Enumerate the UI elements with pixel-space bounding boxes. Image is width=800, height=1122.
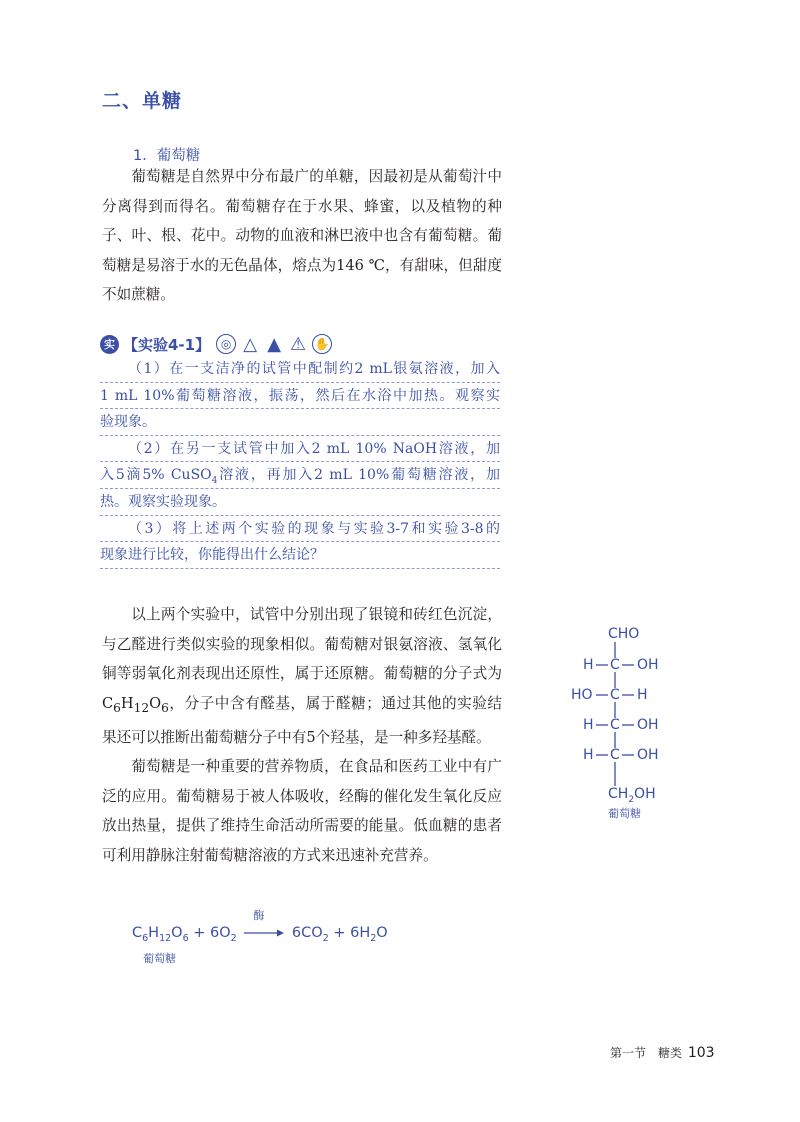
paragraph-reducing-sugar: 以上两个实验中，试管中分别出现了银镜和砖红色沉淀，与乙醛进行类似实验的现象相似。葡萄糖对银氨溶液、氢氧化铜等弱氧化剂表现出还原性，属于还原糖。葡萄糖的分子式为$C_6H_{12}O_6$，分子中含有醛基，属于醛糖；通过其他的实验结果还可以推断出葡萄糖分子中有5个羟基，是一种多羟基醛。	[102, 606, 502, 746]
goggles-icon: ◎	[216, 334, 236, 354]
row1-right: OH	[637, 657, 659, 673]
row2-left: HO	[571, 687, 593, 703]
body-paragraphs	[102, 600, 502, 870]
paragraph-text: 葡萄糖是自然界中分布最广的单糖，因最初是从葡萄汁中分离得到而得名。葡萄糖存在于水果、蜂蜜，以及植物的种子、叶、根、花中。动物的血液和淋巴液中也含有葡萄糖。葡萄糖是易溶于水的无色晶体，熔点为146 ℃，有甜味，但甜度不如蔗糖。	[102, 168, 502, 303]
experiment-icon: 实	[100, 335, 119, 354]
step3-line1: （3）将上述两个实验的现象与实验3-7和实验3-8的	[100, 516, 500, 543]
step1-line1: （1）在一支洁净的试管中配制约2 mL银氨溶液，加入	[100, 356, 500, 383]
row2-right: H	[637, 687, 648, 703]
paragraph-nutrition: 葡萄糖是一种重要的营养物质，在食品和医药工业中有广泛的应用。葡萄糖易于被人体吸收，经酶的催化发生氧化反应放出热量，提供了维持生命活动所需要的能量。低血糖的患者可利用静脉注射葡萄糖溶液的方式来迅速补充营养。	[102, 758, 502, 864]
catalyst-label: 酶	[253, 909, 265, 922]
experiment-header	[100, 331, 332, 357]
hydroxymethyl-group: $CH_2OH$	[608, 786, 656, 805]
safety-icons	[216, 334, 332, 354]
footer-section: 第一节 糖类	[610, 1046, 683, 1060]
page-number: 103	[687, 1045, 715, 1061]
step1-line2: 1 mL 10%葡萄糖溶液，振荡，然后在水浴中加热。观察实	[100, 383, 500, 410]
reaction-arrow	[244, 909, 284, 937]
glucose-structure	[560, 620, 690, 825]
section-title: 二、单糖	[102, 90, 183, 112]
wash-hands-icon: ✋	[312, 334, 332, 354]
flame-icon: ▲	[267, 333, 282, 355]
experiment-steps	[100, 356, 500, 569]
step1-line3: 验现象。	[100, 409, 500, 436]
oxidation-equation: $C_6H_{12}O_6 + 6O_2$ 酶 $6CO_2 + 6H_2O$	[132, 909, 388, 944]
intro-paragraph	[102, 162, 502, 310]
row4-right: OH	[637, 747, 659, 763]
row3-carbon: C	[610, 717, 620, 733]
row3-right: OH	[637, 717, 659, 733]
row2-carbon: C	[610, 687, 620, 703]
row4-left: H	[583, 747, 594, 763]
equation-caption: 葡萄糖	[143, 952, 176, 965]
experiment-title: 【实验4-1】	[123, 335, 211, 354]
row4-carbon: C	[610, 747, 620, 763]
page-footer	[610, 1044, 715, 1061]
aldehyde-group: CHO	[608, 626, 640, 642]
row1-carbon: C	[610, 657, 620, 673]
step2-line2: 入5滴5% CuSO$_4$溶液，再加入2 mL 10%葡萄糖溶液，加	[100, 462, 500, 489]
hazard-icon: ⚠	[290, 333, 307, 355]
row3-left: H	[583, 717, 594, 733]
heat-icon: △	[243, 333, 258, 355]
subsection-title: 1．葡萄糖	[133, 148, 201, 164]
step2-line1: （2）在另一支试管中加入2 mL 10% NaOH溶液，加	[100, 436, 500, 463]
structure-caption: 葡萄糖	[608, 807, 641, 820]
step2-line3: 热。观察实验现象。	[100, 489, 500, 516]
row1-left: H	[583, 657, 594, 673]
step3-line2: 现象进行比较，你能得出什么结论？	[100, 542, 500, 569]
arrow-icon	[244, 929, 284, 937]
